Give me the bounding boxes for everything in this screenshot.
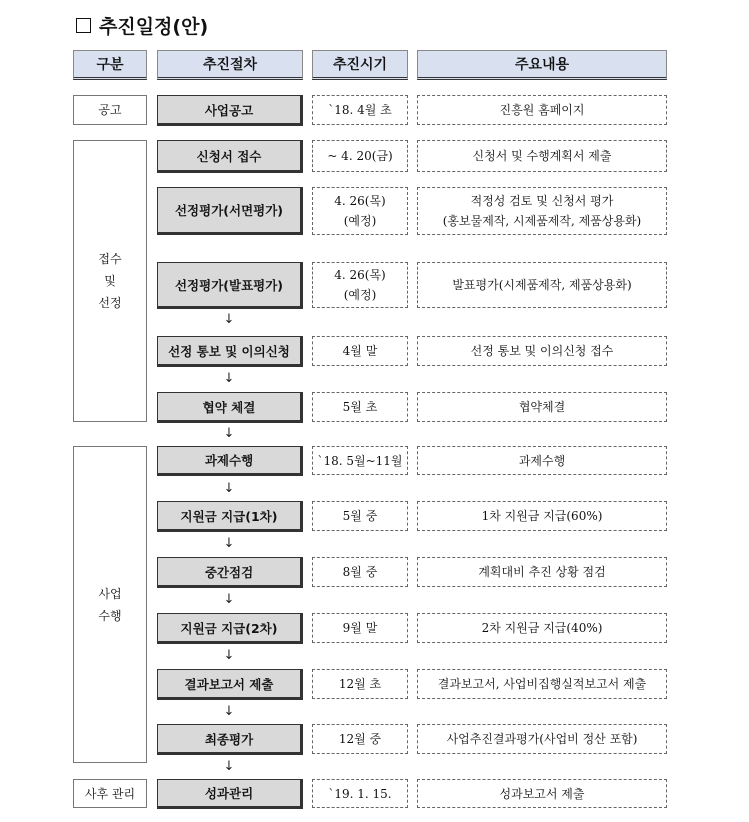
period-cell: [312, 613, 408, 643]
period-cell: [312, 557, 408, 587]
down-arrow-icon: ↓: [223, 648, 235, 663]
period-text: 4. 26(목): [334, 268, 386, 282]
content-text: 협약체결: [518, 400, 566, 414]
down-arrow-icon: ↓: [223, 426, 235, 441]
down-arrow-icon: ↓: [223, 536, 235, 551]
step-box: 결과보고서 제출: [157, 669, 303, 700]
period-cell: [312, 501, 408, 531]
step-box: 선정평가(발표평가): [157, 262, 303, 309]
category-execute-line1: 사업: [98, 586, 122, 601]
down-arrow-icon: ↓: [223, 592, 235, 607]
content-cell: [417, 669, 667, 699]
period-text: `19. 1. 15.: [328, 786, 392, 801]
content-text: 계획대비 추진 상황 점검: [478, 565, 606, 579]
period-cell: [312, 95, 408, 125]
period-cell: [312, 724, 408, 754]
step-box: 성과관리: [157, 779, 303, 809]
content-cell: [417, 724, 667, 754]
category-announce-label: 공고: [98, 103, 122, 117]
step-box: 협약 체결: [157, 392, 303, 423]
step-box: 지원금 지급(2차): [157, 613, 303, 644]
page-title-text: 추진일정(안): [99, 16, 209, 38]
period-text: `18. 5월~11월: [317, 453, 403, 468]
step-box: 선정평가(서면평가): [157, 187, 303, 235]
down-arrow-icon: ↓: [223, 759, 235, 774]
header-category: 구분: [73, 50, 147, 80]
content-text: 적정성 검토 및 신청서 평가: [470, 194, 614, 208]
category-select-line2: 및: [104, 274, 116, 288]
content-cell: [417, 446, 667, 475]
content-text: 진흥원 홈페이지: [499, 103, 585, 117]
content-cell: [417, 613, 667, 643]
step-box: 선정 통보 및 이의신청: [157, 336, 303, 367]
period-cell: [312, 140, 408, 172]
content-text: 사업추진결과평가(사업비 정산 포함): [446, 732, 638, 746]
step-box: 사업공고: [157, 95, 303, 126]
period-text: `18. 4월 초: [328, 103, 392, 117]
content-cell: [417, 557, 667, 587]
header-period: 추진시기: [312, 50, 408, 80]
period-text: 5월 초: [342, 400, 378, 414]
category-select-line3: 선정: [98, 296, 122, 310]
category-select: [73, 140, 147, 422]
checkbox-square-icon: [76, 18, 91, 33]
period-cell: [312, 392, 408, 422]
content-cell: [417, 779, 667, 808]
content-text: 선정 통보 및 이의신청 접수: [470, 344, 614, 358]
category-select-line1: 접수: [98, 252, 122, 266]
down-arrow-icon: ↓: [223, 704, 235, 719]
period-text: ~ 4. 20(금): [327, 149, 393, 163]
content-text: 1차 지원금 지급(60%): [481, 509, 603, 523]
period-text: 12월 초: [338, 677, 382, 691]
period-text: 9월 말: [342, 621, 378, 635]
step-box: 중간점검: [157, 557, 303, 588]
content-cell: [417, 140, 667, 172]
content-text: (홍보물제작, 시제품제작, 제품상용화): [442, 214, 642, 228]
category-announce: [73, 95, 147, 125]
step-box: 과제수행: [157, 446, 303, 476]
header-procedure: 추진절차: [157, 50, 303, 80]
header-content: 주요내용: [417, 50, 667, 80]
content-text: 신청서 및 수행계획서 제출: [472, 149, 612, 163]
period-text: 8월 중: [342, 565, 378, 579]
period-cell: [312, 187, 408, 235]
down-arrow-icon: ↓: [223, 481, 235, 496]
category-after: [73, 779, 147, 808]
period-text: 12월 중: [338, 732, 382, 746]
category-execute-line2: 수행: [98, 608, 122, 623]
period-cell: [312, 669, 408, 699]
content-cell: [417, 336, 667, 366]
content-cell: [417, 501, 667, 531]
step-box: 지원금 지급(1차): [157, 501, 303, 532]
content-text: 발표평가(시제품제작, 제품상용화): [452, 278, 632, 292]
period-text: (예정): [343, 288, 377, 302]
period-text: 4월 말: [342, 344, 378, 358]
down-arrow-icon: ↓: [223, 312, 235, 327]
down-arrow-icon: ↓: [223, 371, 235, 386]
period-text: (예정): [343, 214, 377, 228]
period-cell: [312, 446, 408, 475]
content-text: 과제수행: [518, 453, 566, 468]
content-cell: [417, 187, 667, 235]
category-execute: [73, 446, 147, 763]
period-cell: [312, 779, 408, 808]
step-box: 최종평가: [157, 724, 303, 755]
content-cell: [417, 95, 667, 125]
content-cell: [417, 392, 667, 422]
period-text: 4. 26(목): [334, 194, 386, 208]
content-cell: [417, 262, 667, 308]
step-box: 신청서 접수: [157, 140, 303, 173]
period-cell: [312, 262, 408, 308]
category-after-label: 사후 관리: [84, 786, 136, 801]
page-title: [76, 12, 208, 39]
content-text: 결과보고서, 사업비집행실적보고서 제출: [437, 677, 647, 691]
period-text: 5월 중: [342, 509, 378, 523]
period-cell: [312, 336, 408, 366]
content-text: 성과보고서 제출: [499, 786, 585, 801]
content-text: 2차 지원금 지급(40%): [481, 621, 603, 635]
